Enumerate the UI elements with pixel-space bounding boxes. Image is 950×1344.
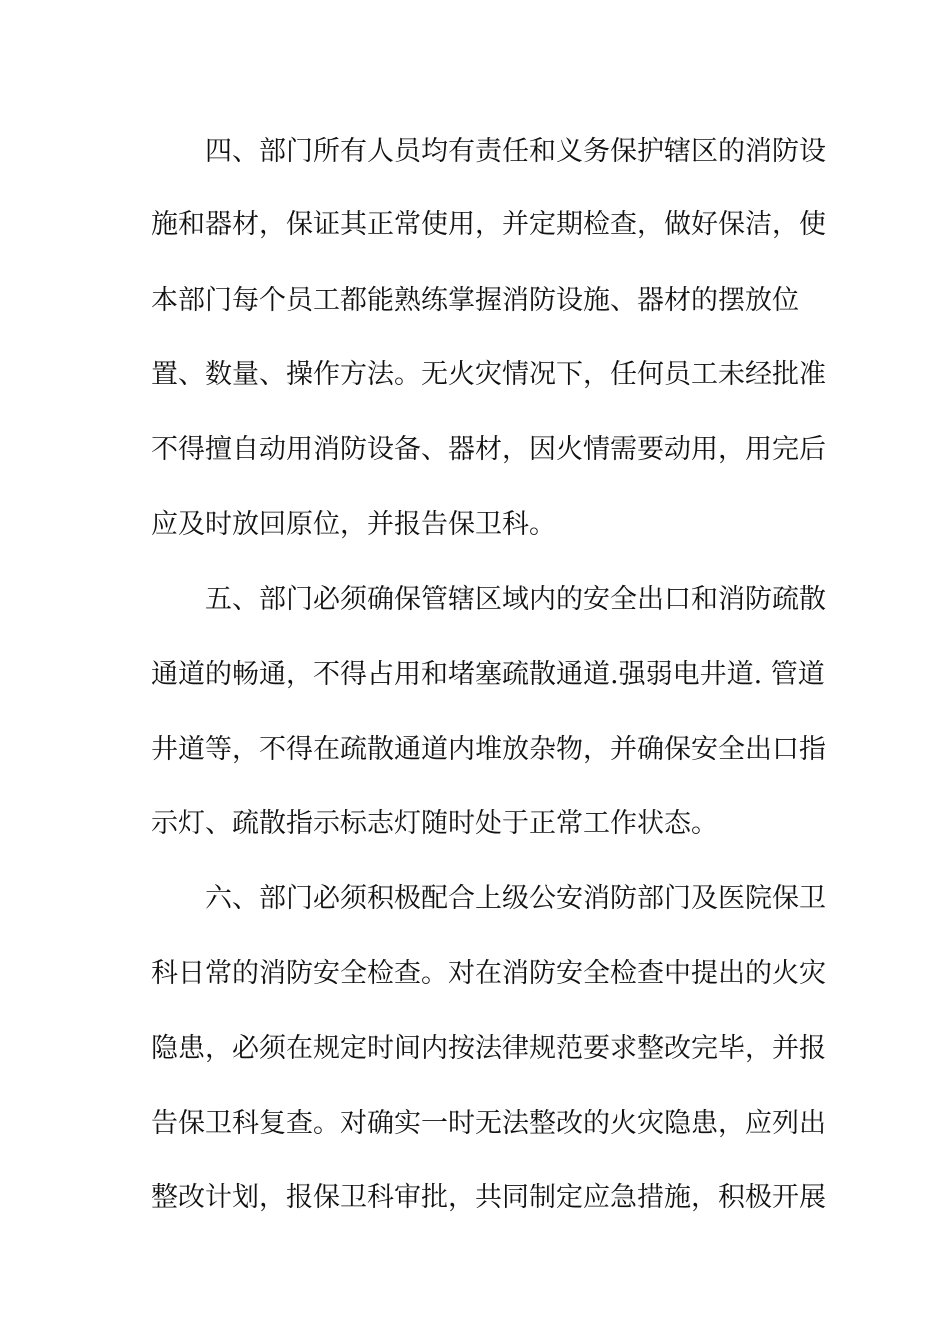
paragraph-6-line-5: 整改计划，报保卫科审批，共同制定应急措施，积极开展: [151, 1182, 826, 1213]
paragraph-4-line-1: 四、部门所有人员均有责任和义务保护辖区的消防设: [205, 136, 826, 167]
paragraph-4-line-4: 置、数量、操作方法。无火灾情况下，任何员工未经批准: [151, 359, 826, 390]
paragraph-4-line-5: 不得擅自动用消防设备、器材，因火情需要动用，用完后: [151, 434, 826, 465]
paragraph-5-line-3: 井道等，不得在疏散通道内堆放杂物，并确保安全出口指: [151, 734, 826, 765]
paragraph-5-line-1: 五、部门必须确保管辖区域内的安全出口和消防疏散: [205, 584, 826, 615]
paragraph-5-line-2: 通道的畅通，不得占用和堵塞疏散通道.强弱电井道. 管道: [151, 659, 825, 690]
paragraph-4-line-2: 施和器材，保证其正常使用，并定期检查，做好保洁，使: [151, 209, 826, 240]
paragraph-5-line-4: 示灯、疏散指示标志灯随时处于正常工作状态。: [151, 808, 718, 839]
paragraph-6-line-1: 六、部门必须积极配合上级公安消防部门及医院保卫: [205, 883, 826, 914]
paragraph-4-line-6: 应及时放回原位，并报告保卫科。: [151, 509, 556, 540]
paragraph-6-line-3: 隐患，必须在规定时间内按法律规范要求整改完毕，并报: [151, 1033, 826, 1064]
paragraph-6-line-4: 告保卫科复查。对确实一时无法整改的火灾隐患，应列出: [151, 1108, 826, 1139]
paragraph-6-line-2: 科日常的消防安全检查。对在消防安全检查中提出的火灾: [151, 958, 826, 989]
paragraph-4-line-3: 本部门每个员工都能熟练掌握消防设施、器材的摆放位: [151, 285, 799, 316]
